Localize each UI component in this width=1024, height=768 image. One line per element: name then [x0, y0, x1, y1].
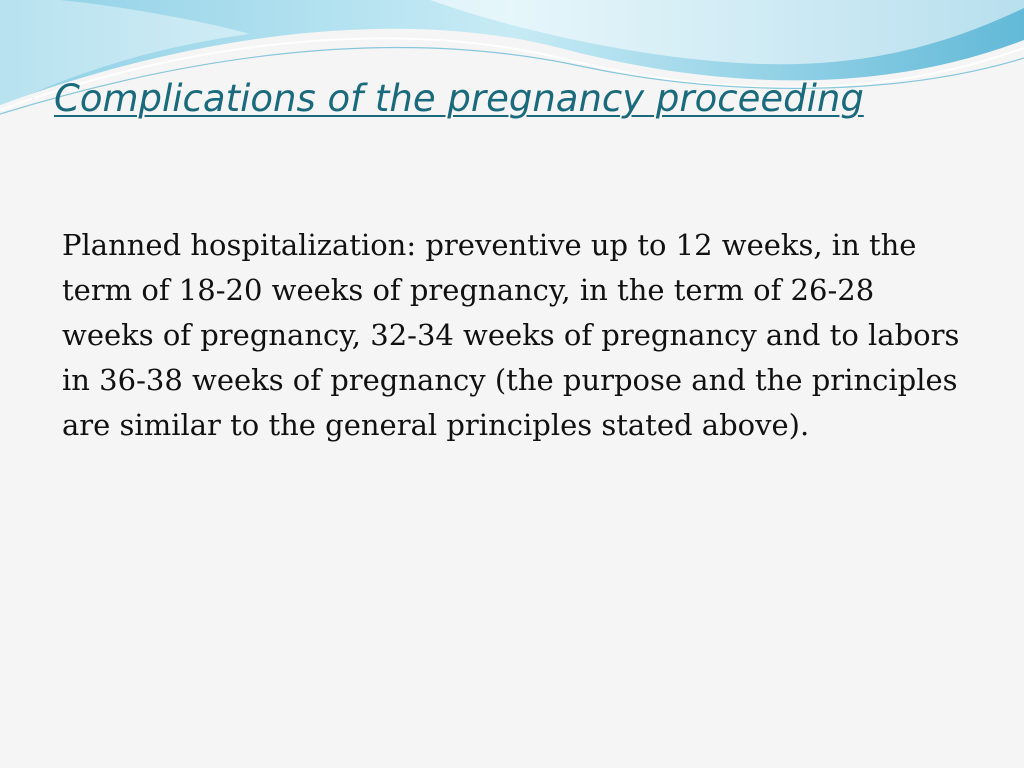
slide-title: Complications of the pregnancy proceeding: [54, 77, 864, 120]
slide-body-text: Planned hospitalization: preventive up to 12 weeks, in the term of 18-20 weeks of pregnancy, in the term of 26-28 weeks of pregnancy, 32-34 weeks of pregnancy and to labors in 36-38 weeks of pregnancy (the purpose and the principles are similar to the general principles stated above).: [62, 228, 960, 442]
